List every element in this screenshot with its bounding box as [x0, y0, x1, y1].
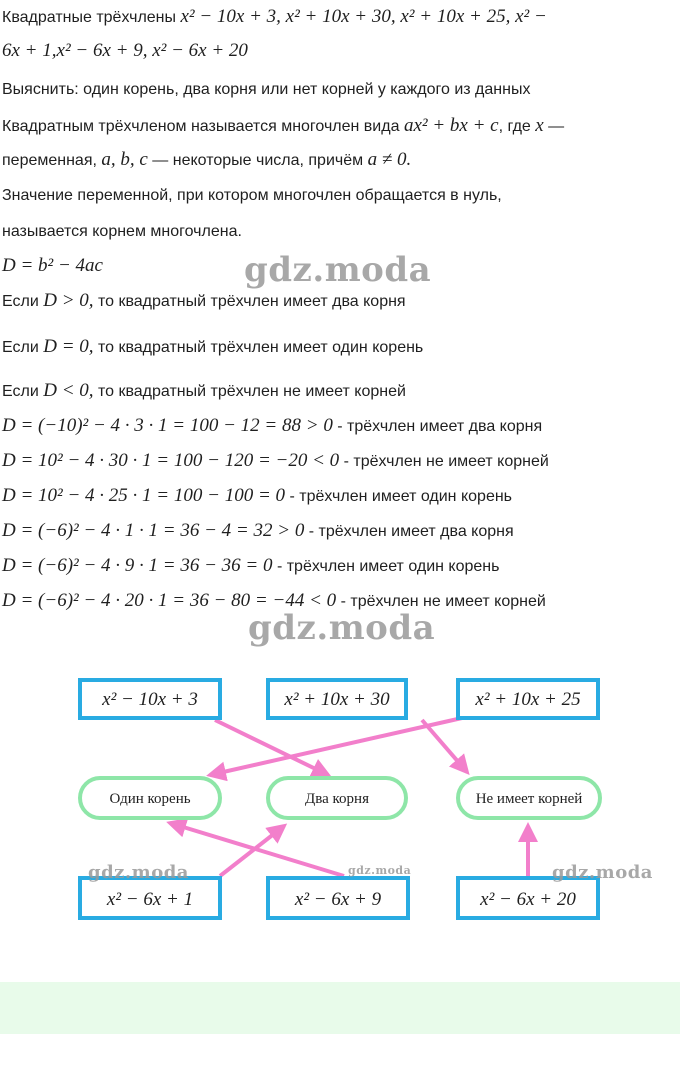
calc-expression: D = 10² − 4 · 25 · 1 = 100 − 100 = 0 — [2, 485, 286, 506]
watermark-middle: gdz.moda — [248, 608, 436, 648]
rule-text: то квадратный трёхчлен имеет один корень — [97, 339, 424, 356]
root-def-line-2: называется корнем многочлена. — [2, 223, 242, 240]
arrow — [210, 718, 462, 775]
watermark-diagram-right: gdz.moda — [552, 862, 653, 883]
definition-var: x — [535, 115, 544, 136]
trinomials-list-1: x² − 10x + 3, x² + 10x + 30, x² + 10x + 25, x² − — [180, 6, 547, 27]
arrow — [422, 720, 467, 772]
definition-part1: Квадратным трёхчленом называется многочлен вида — [2, 118, 400, 135]
arrow — [220, 826, 284, 876]
rule-condition: D = 0, — [43, 336, 94, 357]
watermark-top: gdz.moda — [244, 250, 432, 290]
category-no-roots-label: Не имеет корней — [475, 791, 583, 807]
rule-text: то квадратный трёхчлен не имеет корней — [97, 383, 406, 400]
top-box-1-label: x² − 10x + 3 — [102, 689, 198, 710]
root-def-line-1: Значение переменной, при котором многочлен обращается в нуль, — [2, 187, 502, 204]
calc-expression: D = (−10)² − 4 · 3 · 1 = 100 − 12 = 88 > 0 — [2, 415, 333, 436]
top-box-2-label: x² + 10x + 30 — [284, 689, 390, 710]
calc-row — [2, 555, 676, 578]
arrow — [170, 823, 344, 876]
rule-row — [2, 380, 676, 403]
bottom-box-3-label: x² − 6x + 20 — [480, 889, 576, 910]
calc-row — [2, 415, 676, 438]
definition-cond: a ≠ 0. — [367, 149, 412, 170]
discriminant-expr: D = b² − 4ac — [2, 255, 103, 276]
definition-part2: , где — [498, 118, 531, 135]
matching-diagram — [0, 640, 680, 940]
definition-coefs: a, b, c — [101, 149, 148, 170]
definition-line-1 — [2, 115, 676, 138]
trinomials-list-2: 6x + 1,x² − 6x + 9, x² − 6x + 20 — [2, 40, 248, 61]
definition-dash: — — [548, 118, 565, 135]
rule-condition: D > 0, — [43, 290, 94, 311]
calc-result: - трёхчлен имеет один корень — [289, 488, 513, 505]
task-text: Выяснить: один корень, два корня или нет корней у каждого из данных — [2, 81, 531, 98]
calc-result: - трёхчлен не имеет корней — [343, 453, 549, 470]
calc-expression: D = (−6)² − 4 · 9 · 1 = 36 − 36 = 0 — [2, 555, 273, 576]
calc-result: - трёхчлен не имеет корней — [340, 593, 546, 610]
definition-line-2 — [2, 149, 676, 172]
calc-expression: D = 10² − 4 · 30 · 1 = 100 − 120 = −20 < 0 — [2, 450, 340, 471]
top-box-3-label: x² + 10x + 25 — [475, 689, 581, 710]
rule-row — [2, 290, 676, 313]
calc-row — [2, 450, 676, 473]
rule-row — [2, 336, 676, 359]
definition-part3: переменная, — [2, 152, 97, 169]
arrow — [215, 720, 328, 775]
intro-line-1 — [2, 6, 676, 29]
watermark-diagram-center: gdz.moda — [348, 864, 412, 877]
calc-expression: D = (−6)² − 4 · 20 · 1 = 36 − 80 = −44 < 0 — [2, 590, 337, 611]
intro-line-2 — [2, 40, 676, 63]
category-two-roots-label: Два корня — [305, 791, 369, 807]
calc-result: - трёхчлен имеет один корень — [276, 558, 500, 575]
calc-result: - трёхчлен имеет два корня — [308, 523, 514, 540]
footer-band — [0, 982, 680, 1034]
calc-result: - трёхчлен имеет два корня — [337, 418, 543, 435]
rule-prefix: Если — [2, 339, 39, 356]
calc-row — [2, 520, 676, 543]
bottom-box-1-label: x² − 6x + 1 — [106, 889, 194, 910]
calc-row — [2, 485, 676, 508]
intro-label: Квадратные трёхчлены — [2, 9, 177, 26]
rule-text: то квадратный трёхчлен имеет два корня — [97, 293, 406, 310]
rule-prefix: Если — [2, 383, 39, 400]
rule-condition: D < 0, — [43, 380, 94, 401]
bottom-box-2-label: x² − 6x + 9 — [294, 889, 382, 910]
calc-expression: D = (−6)² − 4 · 1 · 1 = 36 − 4 = 32 > 0 — [2, 520, 305, 541]
definition-part4: — некоторые числа, причём — [152, 152, 364, 169]
watermark-diagram-left: gdz.moda — [88, 862, 189, 883]
definition-formula: ax² + bx + c — [403, 115, 499, 136]
category-one-root-label: Один корень — [109, 791, 191, 807]
rule-prefix: Если — [2, 293, 39, 310]
